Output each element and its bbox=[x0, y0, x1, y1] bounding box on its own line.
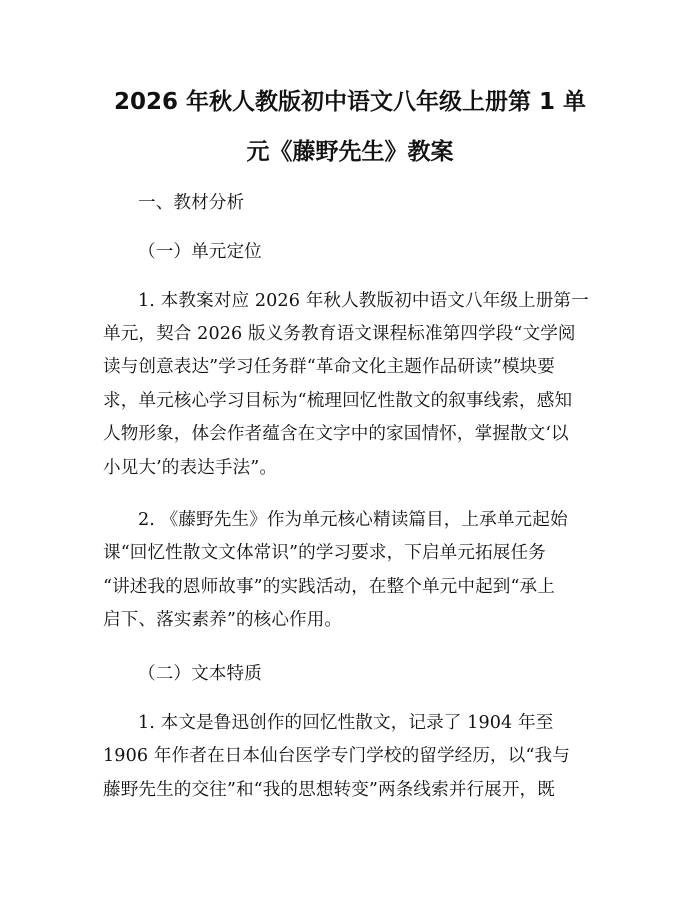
subsection-heading: （二）文本特质 bbox=[138, 664, 262, 684]
document-title-line-1: 2026 年秋人教版初中语文八年级上册第 1 单 bbox=[113, 89, 587, 115]
section-heading: 一、教材分析 bbox=[138, 193, 245, 213]
paragraph-line: 藤野先生的交往”和“我的思想转变”两条线索并行展开，既 bbox=[103, 780, 555, 800]
paragraph-line: 读与创意表达”学习任务群“革命文化主题作品研读”模块要 bbox=[103, 357, 555, 377]
paragraph-line: 1. 本文是鲁迅创作的回忆性散文，记录了 1904 年至 bbox=[138, 713, 554, 733]
paragraph-line: 启下、落实素养”的核心作用。 bbox=[103, 610, 343, 630]
subsection-heading: （一）单元定位 bbox=[138, 242, 262, 262]
paragraph-line: “讲述我的恩师故事”的实践活动，在整个单元中起到“承上 bbox=[103, 577, 555, 597]
paragraph-line: 1. 本教案对应 2026 年秋人教版初中语文八年级上册第一 bbox=[138, 291, 589, 311]
document-title-line-2: 元《藤野先生》教案 bbox=[246, 139, 454, 165]
paragraph-line: 1906 年作者在日本仙台医学专门学校的留学经历，以“我与 bbox=[103, 746, 570, 766]
paragraph-line: 求，单元核心学习目标为“梳理回忆性散文的叙事线索，感知 bbox=[103, 391, 573, 411]
paragraph-line: 2. 《藤野先生》作为单元核心精读篇目，上承单元起始 bbox=[138, 510, 568, 530]
paragraph-line: 单元，契合 2026 版义务教育语文课程标准第四学段“文学阅 bbox=[103, 324, 576, 344]
paragraph-line: 人物形象，体会作者蕴含在文字中的家国情怀，掌握散文‘以 bbox=[103, 424, 569, 444]
paragraph-line: 小见大’的表达手法”。 bbox=[103, 458, 278, 478]
paragraph-line: 课“回忆性散文文体常识”的学习要求，下启单元拓展任务 bbox=[103, 543, 546, 563]
